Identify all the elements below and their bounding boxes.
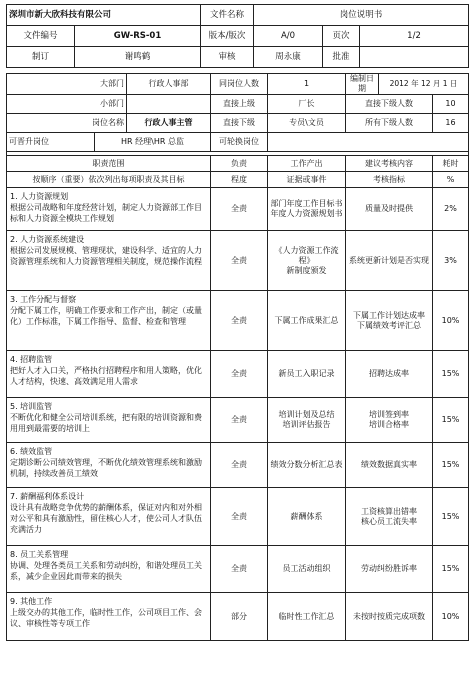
duty-row: [7, 351, 469, 398]
prepared-by: 谢鸣鹤: [75, 47, 201, 68]
output-line: 年度人力资源规划书: [270, 209, 343, 218]
subordinates-count-value: 10: [433, 95, 469, 114]
duty-time: 3%: [433, 231, 469, 291]
rotation-value: [268, 133, 469, 152]
duty-scope: [7, 546, 211, 593]
output-header: 工作产出: [268, 156, 346, 172]
document-header-table: [6, 4, 469, 68]
output-line: 新制度颁发: [286, 265, 327, 275]
duty-time: 15%: [433, 488, 469, 546]
company-name: 深圳市新大欣科技有限公司: [7, 5, 201, 26]
duty-kpi: [346, 231, 433, 291]
file-number-label: 文件编号: [7, 26, 75, 47]
duty-output: [268, 546, 346, 593]
duty-body: 设计具有战略竞争优势的薪酬体系，保证对内和对外相对公平和具有激励性，留住核心人才，使公司人才队伍充满活力: [10, 503, 202, 535]
duty-output: [268, 351, 346, 398]
duty-row: [7, 291, 469, 351]
department-label: 大部门: [7, 74, 127, 95]
duty-title: 8. 员工关系管理: [10, 550, 69, 559]
duty-title: 9. 其他工作: [10, 597, 53, 606]
sub-department-label: 小部门: [7, 95, 127, 114]
scope-header: 职责范围: [7, 156, 211, 172]
duty-kpi: [346, 443, 433, 488]
duty-row: [7, 188, 469, 231]
duty-time: 15%: [433, 398, 469, 443]
duty-output: [268, 398, 346, 443]
duty-kpi: [346, 593, 433, 641]
output-line: 员工活动组织: [282, 564, 331, 573]
kpi-line: 招聘达成率: [369, 369, 409, 378]
sub-department-value: [127, 95, 211, 114]
duty-output: [268, 443, 346, 488]
duty-time: 15%: [433, 546, 469, 593]
duty-responsibility: 全责: [211, 351, 268, 398]
duty-kpi: [346, 398, 433, 443]
kpi-line: 质量及时提供: [365, 204, 413, 213]
kpi-line: 未按时按质完成项数: [353, 611, 425, 621]
duty-scope: [7, 351, 211, 398]
document-title: 岗位说明书: [254, 5, 469, 26]
duty-responsibility: 全责: [211, 231, 268, 291]
scope-subheader: 按顺序（重要）依次列出每项职责及其目标: [7, 172, 211, 188]
duty-row: [7, 488, 469, 546]
duty-kpi: [346, 488, 433, 546]
direct-subordinate-value: 专员\文员: [268, 114, 346, 133]
duty-time: 10%: [433, 593, 469, 641]
duty-title: 3. 工作分配与督察: [10, 295, 77, 304]
duty-responsibility: 全责: [211, 488, 268, 546]
duty-responsibility: 部分: [211, 593, 268, 641]
kpi-line: 系统更新计划是否实现: [349, 255, 429, 265]
duty-scope: [7, 291, 211, 351]
duty-title: 5. 培训监管: [10, 402, 53, 411]
date-label: 编制日期: [346, 74, 379, 95]
duty-responsibility: 全责: [211, 291, 268, 351]
output-line: 临时性工作汇总: [278, 611, 335, 621]
duty-row: [7, 443, 469, 488]
promotion-value: HR 经理\HR 总监: [95, 133, 211, 152]
kpi-line: 工资核算出错率: [361, 506, 417, 516]
duty-body: 把好人才入口关，严格执行招聘程序和用人策略，优化人才结构，快速、高效满足用人需求: [10, 366, 202, 387]
duty-row: [7, 546, 469, 593]
duty-scope: [7, 231, 211, 291]
duty-row: [7, 593, 469, 641]
duty-title: 2. 人力资源系统建设: [10, 235, 85, 244]
time-subheader: %: [433, 172, 469, 188]
direct-subordinate-label: 直接下级: [211, 114, 268, 133]
duty-body: 上级交办的其他工作，临时性工作，公司项目工作、会议、审核性等专项工作: [10, 608, 202, 629]
rotation-label: 可轮换岗位: [211, 133, 268, 152]
duty-time: 2%: [433, 188, 469, 231]
duty-body: 分配下属工作，明确工作要求和工作产出，制定（或量化）工作标准，下属工作指导、监督、检查和管理: [10, 306, 202, 327]
output-line: 部门年度工作目标书: [270, 199, 343, 208]
duty-kpi: [346, 351, 433, 398]
kpi-subheader: 考核指标: [346, 172, 433, 188]
duty-time: 15%: [433, 443, 469, 488]
superior-label: 直接上级: [211, 95, 268, 114]
duty-scope: [7, 593, 211, 641]
kpi-header: 建议考核内容: [346, 156, 433, 172]
kpi-line: 绩效数据真实率: [361, 460, 417, 469]
duty-responsibility: 全责: [211, 443, 268, 488]
kpi-line: 核心员工流失率: [361, 516, 417, 526]
duty-row: [7, 231, 469, 291]
kpi-line: 下属绩效考评汇总: [357, 320, 421, 330]
duty-body: 根据公司发展规模、管理现状，建设科学、适宜的人力资源管理系统和人力资源管理相关制度，规范操作流程: [10, 246, 202, 267]
duty-row: [7, 398, 469, 443]
version-value: A/0: [254, 26, 323, 47]
all-subordinates-value: 16: [433, 114, 469, 133]
duty-scope: [7, 398, 211, 443]
time-header: 耗时: [433, 156, 469, 172]
all-subordinates-label: 所有下级人数: [346, 114, 433, 133]
page-label: 页次: [323, 26, 360, 47]
position-value: 行政人事主管: [127, 114, 211, 133]
kpi-line: 培训签到率: [369, 410, 409, 419]
headcount-value: 1: [268, 74, 346, 95]
duty-body: 根据公司战略和年度经营计划，制定人力资源部工作目标和人力资源全模块工作规划: [10, 203, 202, 224]
output-line: 绩效分数分析汇总表: [270, 460, 343, 469]
duty-output: [268, 188, 346, 231]
duty-kpi: [346, 188, 433, 231]
duty-kpi: [346, 291, 433, 351]
approved-label: 批准: [323, 47, 360, 68]
kpi-line: 培训合格率: [369, 420, 409, 429]
file-name-label: 文件名称: [201, 5, 254, 26]
output-line: 新员工入职记录: [278, 369, 335, 378]
superior-value: 厂长: [268, 95, 346, 114]
duty-kpi: [346, 546, 433, 593]
duties-subheader-row: [7, 172, 469, 188]
kpi-line: 劳动纠纷胜诉率: [361, 564, 417, 573]
output-line: 培训评估报告: [282, 420, 331, 429]
duty-responsibility: 全责: [211, 188, 268, 231]
duties-header-row: [7, 156, 469, 172]
duty-scope: [7, 488, 211, 546]
duty-responsibility: 全责: [211, 398, 268, 443]
position-label: 岗位名称: [7, 114, 127, 133]
output-subheader: 证据或事件: [268, 172, 346, 188]
date-value: 2012 年 12 月 1 日: [379, 74, 469, 95]
output-line: 《人力资源工作流程》: [274, 245, 339, 265]
duty-scope: [7, 443, 211, 488]
duty-output: [268, 231, 346, 291]
responsibility-subheader: 程度: [211, 172, 268, 188]
duty-output: [268, 488, 346, 546]
department-value: 行政人事部: [127, 74, 211, 95]
duty-body: 协调、处理各类员工关系和劳动纠纷，和谐处理员工关系，减少企业因此而带来的损失: [10, 561, 202, 582]
duty-title: 4. 招聘监管: [10, 355, 53, 364]
version-label: 版本/版次: [201, 26, 254, 47]
duty-body: 定期诊断公司绩效管理，不断优化绩效管理系统和激励机制，持续改善员工绩效: [10, 458, 202, 479]
page-value: 1/2: [360, 26, 469, 47]
file-number: GW-RS-01: [75, 26, 201, 47]
duty-scope: [7, 188, 211, 231]
approved-by: [360, 47, 469, 68]
reviewed-by: 周永康: [254, 47, 323, 68]
duty-body: 不断优化和健全公司培训系统，把有限的培训资源和费用用到最需要的培训上: [10, 413, 202, 434]
duty-responsibility: 全责: [211, 546, 268, 593]
duty-time: 15%: [433, 351, 469, 398]
duty-output: [268, 593, 346, 641]
output-line: 下属工作成果汇总: [274, 315, 339, 325]
output-line: 培训计划及总结: [278, 410, 335, 419]
reviewed-label: 审核: [201, 47, 254, 68]
kpi-line: 下属工作计划达成率: [353, 310, 425, 320]
duty-title: 1. 人力资源规划: [10, 192, 69, 201]
duty-output: [268, 291, 346, 351]
promotion-label: 可晋升岗位: [7, 133, 95, 152]
duty-title: 6. 绩效监管: [10, 447, 53, 456]
headcount-label: 同岗位人数: [211, 74, 268, 95]
position-info-table: [6, 73, 469, 641]
subordinates-count-label: 直接下级人数: [346, 95, 433, 114]
output-line: 薪酬体系: [290, 511, 323, 521]
prepared-label: 制订: [7, 47, 75, 68]
duty-title: 7. 薪酬福利体系设计: [10, 492, 85, 501]
responsibility-header: 负责: [211, 156, 268, 172]
duty-time: 10%: [433, 291, 469, 351]
